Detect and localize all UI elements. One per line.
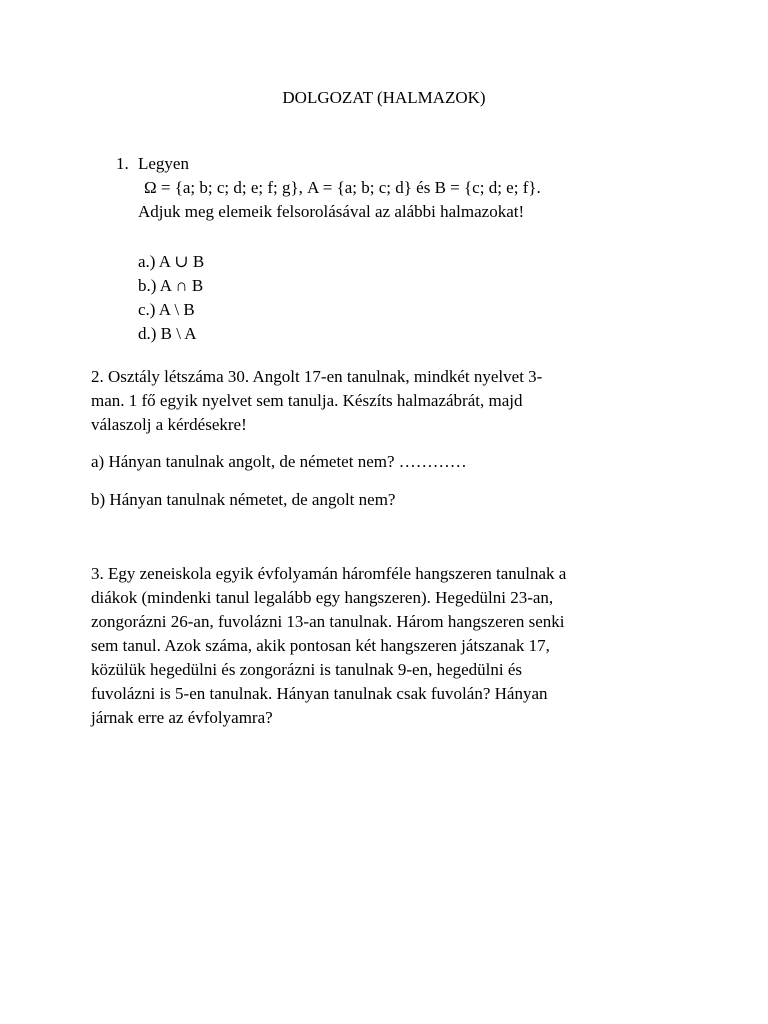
- q3-line: fuvolázni is 5-en tanulnak. Hányan tanulnak csak fuvolán? Hányan: [91, 684, 548, 703]
- q3-line: zongorázni 26-an, fuvolázni 13-an tanulnak. Három hangszeren senki: [91, 612, 565, 631]
- q1-part-a: a.) A ∪ B: [138, 252, 205, 271]
- q2-line: válaszolj a kérdésekre!: [91, 415, 247, 434]
- q1-part-c: c.) A \ B: [138, 300, 195, 319]
- q1-part-b: b.) A ∩ B: [138, 276, 204, 295]
- q3-line: járnak erre az évfolyamra?: [91, 708, 273, 727]
- q2-question-a: a) Hányan tanulnak angolt, de németet nem? …………: [91, 452, 467, 471]
- q3-line: sem tanul. Azok száma, akik pontosan két hangszeren játszanak 17,: [91, 636, 550, 655]
- q2-line: man. 1 fő egyik nyelvet sem tanulja. Készíts halmazábrát, majd: [91, 391, 523, 410]
- q1-instruction: Adjuk meg elemeik felsorolásával az alábbi halmazokat!: [138, 202, 525, 221]
- q2-question-b: b) Hányan tanulnak németet, de angolt nem?: [91, 490, 396, 509]
- q2-line: 2. Osztály létszáma 30. Angolt 17-en tanulnak, mindkét nyelvet 3-: [91, 367, 543, 386]
- q1-part-d: d.) B \ A: [138, 324, 197, 343]
- q3-line: közülük hegedülni és zongorázni is tanulnak 9-en, hegedülni és: [91, 660, 523, 679]
- q1-number: 1.: [116, 154, 129, 173]
- q1-intro: Legyen: [138, 154, 189, 173]
- q3-line: 3. Egy zeneiskola egyik évfolyamán háromféle hangszeren tanulnak a: [91, 564, 567, 583]
- document-title: DOLGOZAT (HALMAZOK): [282, 88, 486, 107]
- q3-line: diákok (mindenki tanul legalább egy hangszeren). Hegedülni 23-an,: [91, 588, 554, 607]
- q1-sets: Ω = {a; b; c; d; e; f; g}, A = {a; b; c; d} és B = {c; d; e; f}.: [144, 178, 541, 197]
